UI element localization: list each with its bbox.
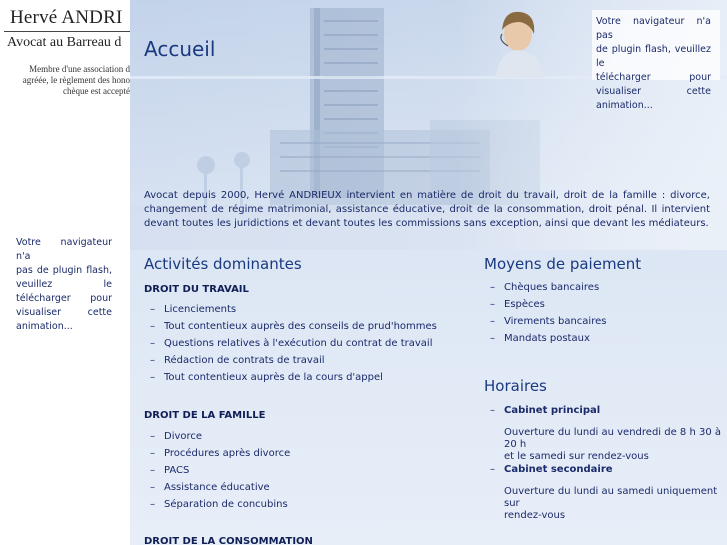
list-item-label: Licenciements — [164, 304, 237, 315]
list-item-label: Assistance éducative — [164, 482, 270, 493]
dash-bullet: – — [490, 299, 495, 310]
office-hours-line: et le samedi sur rendez-vous — [504, 451, 649, 462]
flash-notice-line: télécharger pour — [596, 72, 711, 83]
dash-bullet: – — [150, 499, 155, 510]
sidebar-flash-placeholder — [16, 236, 112, 334]
brand-name: Hervé ANDRI — [10, 7, 123, 28]
flash-notice-line: Votre navigateur n'a pas — [596, 16, 711, 41]
category-title: DROIT DE LA FAMILLE — [144, 410, 266, 421]
flash-notice-line: télécharger pour — [16, 293, 112, 304]
dash-bullet: – — [150, 431, 155, 442]
flash-notice-line: Votre navigateur n'a — [16, 237, 112, 262]
list-item-label: Virements bancaires — [504, 316, 607, 327]
office-name — [490, 464, 727, 476]
main-content — [130, 0, 727, 545]
office-secondary — [490, 464, 727, 522]
brand-divider — [4, 31, 130, 32]
member-note-line: chèque est accepté — [63, 86, 130, 96]
flash-notice-line: visualiser cette — [16, 307, 112, 318]
category-list-family — [150, 428, 290, 513]
list-item — [150, 496, 290, 513]
member-note-line: agréée, le règlement des hono — [22, 75, 130, 85]
office-hours-line: rendez-vous — [504, 510, 566, 521]
flash-notice-line: animation... — [596, 100, 653, 111]
list-item-label: Procédures après divorce — [164, 448, 291, 459]
list-item-label: Chèques bancaires — [504, 282, 600, 293]
dash-bullet: – — [490, 333, 495, 344]
payment-list — [490, 279, 606, 347]
list-item — [490, 296, 606, 313]
list-item — [150, 301, 437, 318]
list-item-label: Tout contentieux auprès de la cours d'appel — [164, 372, 383, 383]
dash-bullet: – — [150, 338, 155, 349]
flash-notice-line: pas de plugin flash, — [16, 265, 112, 276]
dash-bullet: – — [490, 405, 495, 416]
hours-heading: Horaires — [484, 377, 547, 395]
page-title: Accueil — [144, 37, 216, 62]
dash-bullet: – — [150, 304, 155, 315]
flash-notice-line: animation... — [16, 321, 73, 332]
brand-title: Avocat au Barreau d — [7, 35, 122, 50]
list-item-label: Mandats postaux — [504, 333, 590, 344]
dash-bullet: – — [490, 464, 495, 475]
header-flash-placeholder — [596, 15, 711, 113]
office-hours-line: Ouverture du lundi au samedi uniquement sur — [504, 486, 718, 509]
sidebar — [0, 0, 130, 545]
list-item-label: Rédaction de contrats de travail — [164, 355, 325, 366]
list-item — [150, 428, 290, 445]
list-item-label: Espèces — [504, 299, 545, 310]
list-item — [150, 445, 290, 462]
list-item — [150, 462, 290, 479]
intro-paragraph: Avocat depuis 2000, Hervé ANDRIEUX intervient en matière de droit du travail, droit de la famille : divorce, changement de régime matrimonial, assistance éducative, droit de la consommation, droit pénal. Il intervient devant toutes les juridictions et devant toutes les commissions sans exception, ainsi que devant les médiateurs. — [144, 190, 710, 229]
list-item — [150, 352, 437, 369]
list-item-label: Séparation de concubins — [164, 499, 288, 510]
dash-bullet: – — [150, 355, 155, 366]
list-item — [490, 330, 606, 347]
member-note-line: Membre d'une association d — [29, 64, 130, 74]
list-item — [150, 369, 437, 386]
category-title: DROIT DU TRAVAIL — [144, 284, 249, 295]
office-hours — [490, 427, 727, 463]
member-note — [0, 64, 130, 97]
payment-heading: Moyens de paiement — [484, 255, 642, 273]
list-item-label: PACS — [164, 465, 190, 476]
category-title: DROIT DE LA CONSOMMATION — [144, 536, 313, 545]
office-name — [490, 405, 727, 417]
office-name-label: Cabinet secondaire — [504, 464, 613, 475]
office-hours-line: Ouverture du lundi au vendredi de 8 h 30 à 20 h — [504, 427, 722, 450]
list-item — [490, 279, 606, 296]
dash-bullet: – — [150, 448, 155, 459]
dash-bullet: – — [150, 372, 155, 383]
category-list-labor — [150, 301, 437, 386]
office-main — [490, 405, 727, 463]
flash-notice-line: visualiser cette — [596, 86, 711, 97]
list-item-label: Divorce — [164, 431, 203, 442]
flash-notice-line: de plugin flash, veuillez le — [596, 44, 711, 69]
list-item-label: Questions relatives à l'exécution du contrat de travail — [164, 338, 433, 349]
office-hours — [490, 486, 727, 522]
dash-bullet: – — [490, 316, 495, 327]
dash-bullet: – — [150, 321, 155, 332]
list-item — [490, 313, 606, 330]
dash-bullet: – — [490, 282, 495, 293]
flash-notice-line: veuillez le — [16, 279, 112, 290]
dash-bullet: – — [150, 465, 155, 476]
dash-bullet: – — [150, 482, 155, 493]
activities-heading: Activités dominantes — [144, 255, 302, 273]
list-item — [150, 335, 437, 352]
list-item — [150, 318, 437, 335]
office-name-label: Cabinet principal — [504, 405, 601, 416]
list-item — [150, 479, 290, 496]
list-item-label: Tout contentieux auprès des conseils de prud'hommes — [164, 321, 437, 332]
